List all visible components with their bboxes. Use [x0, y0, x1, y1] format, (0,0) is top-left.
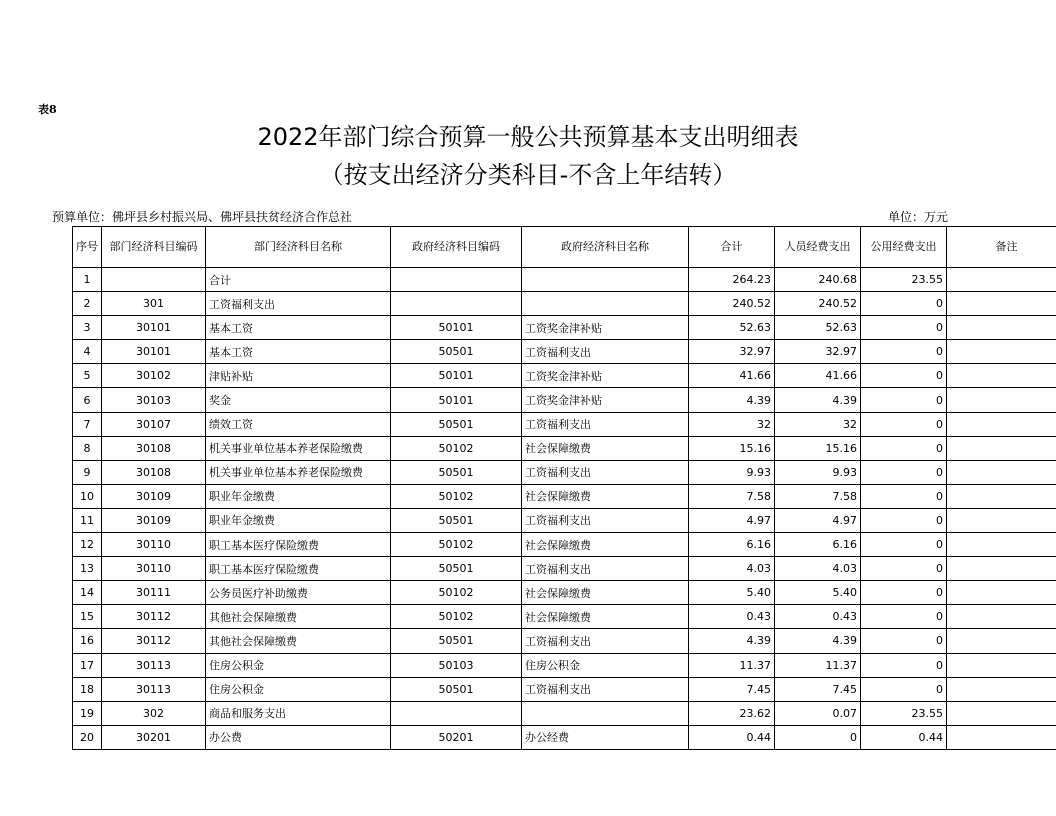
cell-gov-code: 50501: [391, 460, 522, 484]
col-header-total: 合计: [689, 227, 775, 268]
cell-dept-code: 30102: [102, 364, 206, 388]
cell-gov-name: 社会保障缴费: [522, 436, 689, 460]
cell-dept-code: 30113: [102, 653, 206, 677]
cell-gov-code: 50501: [391, 629, 522, 653]
cell-personnel: 9.93: [775, 460, 861, 484]
cell-public: 0: [861, 340, 947, 364]
cell-personnel: 11.37: [775, 653, 861, 677]
cell-gov-name: 工资福利支出: [522, 557, 689, 581]
cell-personnel: 32: [775, 412, 861, 436]
cell-note: [947, 725, 1056, 749]
cell-personnel: 240.68: [775, 268, 861, 292]
cell-total: 0.43: [689, 605, 775, 629]
cell-personnel: 4.39: [775, 388, 861, 412]
cell-personnel: 7.45: [775, 677, 861, 701]
cell-dept-name: 奖金: [206, 388, 391, 412]
table-row: [73, 268, 1056, 292]
cell-dept-code: 30108: [102, 460, 206, 484]
cell-public: 0: [861, 677, 947, 701]
cell-dept-name: 其他社会保障缴费: [206, 629, 391, 653]
cell-gov-name: [522, 292, 689, 316]
cell-gov-name: 工资福利支出: [522, 677, 689, 701]
cell-dept-code: 30110: [102, 557, 206, 581]
cell-dept-name: 机关事业单位基本养老保险缴费: [206, 460, 391, 484]
cell-dept-code: 30112: [102, 605, 206, 629]
cell-dept-name: 职业年金缴费: [206, 484, 391, 508]
page-title: 2022年部门综合预算一般公共预算基本支出明细表: [257, 123, 799, 151]
cell-total: 9.93: [689, 460, 775, 484]
cell-total: 15.16: [689, 436, 775, 460]
col-header-dept-code: 部门经济科目编码: [102, 227, 206, 268]
cell-public: 0: [861, 412, 947, 436]
cell-note: [947, 484, 1056, 508]
cell-note: [947, 629, 1056, 653]
cell-seq: 2: [73, 292, 102, 316]
table-row: [73, 605, 1056, 629]
table-row: [73, 725, 1056, 749]
cell-note: [947, 460, 1056, 484]
cell-public: 23.55: [861, 268, 947, 292]
cell-gov-code: [391, 701, 522, 725]
cell-dept-name: 职工基本医疗保险缴费: [206, 557, 391, 581]
cell-total: 0.44: [689, 725, 775, 749]
cell-dept-code: 301: [102, 292, 206, 316]
table-row: [73, 316, 1056, 340]
table-row: [73, 701, 1056, 725]
cell-public: 0: [861, 508, 947, 532]
cell-seq: 20: [73, 725, 102, 749]
page-subtitle: （按支出经济分类科目-不含上年结转）: [319, 161, 737, 189]
table-row: [73, 677, 1056, 701]
cell-gov-name: 工资福利支出: [522, 340, 689, 364]
cell-total: 4.97: [689, 508, 775, 532]
cell-public: 23.55: [861, 701, 947, 725]
cell-note: [947, 316, 1056, 340]
cell-personnel: 41.66: [775, 364, 861, 388]
cell-personnel: 52.63: [775, 316, 861, 340]
cell-dept-name: 绩效工资: [206, 412, 391, 436]
cell-dept-code: 30108: [102, 436, 206, 460]
cell-gov-name: 工资福利支出: [522, 460, 689, 484]
col-header-note: 备注: [947, 227, 1056, 268]
cell-gov-name: 工资奖金津补贴: [522, 316, 689, 340]
cell-total: 7.45: [689, 677, 775, 701]
cell-dept-name: 职业年金缴费: [206, 508, 391, 532]
cell-gov-code: 50102: [391, 533, 522, 557]
cell-dept-name: 商品和服务支出: [206, 701, 391, 725]
table-row: [73, 629, 1056, 653]
cell-gov-name: 工资福利支出: [522, 508, 689, 532]
cell-dept-name: 住房公积金: [206, 653, 391, 677]
cell-gov-code: 50101: [391, 316, 522, 340]
cell-dept-name: 职工基本医疗保险缴费: [206, 533, 391, 557]
cell-note: [947, 412, 1056, 436]
cell-total: 4.03: [689, 557, 775, 581]
cell-personnel: 0: [775, 725, 861, 749]
col-header-gov-name: 政府经济科目名称: [522, 227, 689, 268]
cell-gov-code: 50102: [391, 484, 522, 508]
cell-personnel: 5.40: [775, 581, 861, 605]
cell-personnel: 4.39: [775, 629, 861, 653]
cell-gov-name: 社会保障缴费: [522, 581, 689, 605]
cell-gov-name: 社会保障缴费: [522, 605, 689, 629]
cell-dept-code: 30107: [102, 412, 206, 436]
table-row: [73, 388, 1056, 412]
cell-total: 264.23: [689, 268, 775, 292]
cell-dept-code: 30109: [102, 508, 206, 532]
cell-note: [947, 605, 1056, 629]
cell-note: [947, 508, 1056, 532]
cell-gov-name: 工资奖金津补贴: [522, 364, 689, 388]
cell-note: [947, 364, 1056, 388]
cell-dept-name: 基本工资: [206, 316, 391, 340]
cell-gov-code: 50501: [391, 508, 522, 532]
col-header-public: 公用经费支出: [861, 227, 947, 268]
cell-gov-name: 办公经费: [522, 725, 689, 749]
cell-personnel: 0.07: [775, 701, 861, 725]
cell-gov-code: 50201: [391, 725, 522, 749]
cell-personnel: 32.97: [775, 340, 861, 364]
cell-personnel: 240.52: [775, 292, 861, 316]
cell-seq: 10: [73, 484, 102, 508]
cell-public: 0: [861, 629, 947, 653]
cell-public: 0: [861, 557, 947, 581]
cell-total: 5.40: [689, 581, 775, 605]
cell-total: 4.39: [689, 629, 775, 653]
cell-note: [947, 533, 1056, 557]
cell-personnel: 7.58: [775, 484, 861, 508]
cell-personnel: 4.03: [775, 557, 861, 581]
cell-dept-name: 基本工资: [206, 340, 391, 364]
cell-public: 0: [861, 605, 947, 629]
cell-public: 0.44: [861, 725, 947, 749]
cell-public: 0: [861, 388, 947, 412]
cell-seq: 3: [73, 316, 102, 340]
cell-seq: 1: [73, 268, 102, 292]
cell-gov-code: 50501: [391, 557, 522, 581]
cell-total: 23.62: [689, 701, 775, 725]
cell-personnel: 0.43: [775, 605, 861, 629]
cell-seq: 12: [73, 533, 102, 557]
cell-total: 41.66: [689, 364, 775, 388]
table-row: [73, 364, 1056, 388]
cell-dept-code: 30201: [102, 725, 206, 749]
cell-note: [947, 581, 1056, 605]
cell-gov-name: [522, 268, 689, 292]
cell-total: 7.58: [689, 484, 775, 508]
cell-gov-name: 工资奖金津补贴: [522, 388, 689, 412]
cell-gov-code: 50101: [391, 388, 522, 412]
cell-gov-code: 50101: [391, 364, 522, 388]
cell-seq: 8: [73, 436, 102, 460]
cell-dept-code: [102, 268, 206, 292]
cell-dept-code: 30103: [102, 388, 206, 412]
col-header-seq: 序号: [73, 227, 102, 268]
table-body: [73, 268, 1056, 750]
cell-gov-code: 50501: [391, 340, 522, 364]
cell-public: 0: [861, 292, 947, 316]
cell-gov-name: 社会保障缴费: [522, 533, 689, 557]
table-row: [73, 484, 1056, 508]
cell-total: 6.16: [689, 533, 775, 557]
cell-dept-code: 30109: [102, 484, 206, 508]
cell-seq: 11: [73, 508, 102, 532]
cell-dept-code: 30112: [102, 629, 206, 653]
cell-seq: 15: [73, 605, 102, 629]
cell-public: 0: [861, 316, 947, 340]
cell-dept-code: 30113: [102, 677, 206, 701]
cell-gov-name: 工资福利支出: [522, 412, 689, 436]
cell-gov-name: 社会保障缴费: [522, 484, 689, 508]
cell-gov-code: 50501: [391, 677, 522, 701]
table-row: [73, 436, 1056, 460]
cell-seq: 17: [73, 653, 102, 677]
table-row: [73, 533, 1056, 557]
currency-unit: 单位：万元: [888, 210, 949, 224]
cell-seq: 6: [73, 388, 102, 412]
table-header-row: [73, 227, 1056, 268]
table-row: [73, 340, 1056, 364]
cell-gov-code: 50102: [391, 605, 522, 629]
cell-dept-name: 住房公积金: [206, 677, 391, 701]
cell-gov-code: 50501: [391, 412, 522, 436]
cell-dept-code: 30110: [102, 533, 206, 557]
cell-note: [947, 436, 1056, 460]
cell-personnel: 6.16: [775, 533, 861, 557]
cell-note: [947, 388, 1056, 412]
cell-dept-name: 工资福利支出: [206, 292, 391, 316]
cell-public: 0: [861, 533, 947, 557]
cell-note: [947, 677, 1056, 701]
cell-note: [947, 653, 1056, 677]
cell-total: 4.39: [689, 388, 775, 412]
cell-public: 0: [861, 653, 947, 677]
cell-dept-code: 302: [102, 701, 206, 725]
cell-seq: 4: [73, 340, 102, 364]
table-row: [73, 581, 1056, 605]
cell-gov-code: [391, 268, 522, 292]
cell-gov-code: 50103: [391, 653, 522, 677]
cell-dept-code: 30101: [102, 340, 206, 364]
cell-total: 52.63: [689, 316, 775, 340]
table-label: 表8: [38, 103, 57, 116]
cell-personnel: 15.16: [775, 436, 861, 460]
cell-note: [947, 268, 1056, 292]
cell-dept-code: 30101: [102, 316, 206, 340]
cell-dept-name: 合计: [206, 268, 391, 292]
cell-seq: 18: [73, 677, 102, 701]
cell-seq: 5: [73, 364, 102, 388]
cell-total: 11.37: [689, 653, 775, 677]
cell-seq: 19: [73, 701, 102, 725]
cell-dept-name: 其他社会保障缴费: [206, 605, 391, 629]
col-header-dept-name: 部门经济科目名称: [206, 227, 391, 268]
cell-gov-name: [522, 701, 689, 725]
cell-public: 0: [861, 581, 947, 605]
cell-seq: 14: [73, 581, 102, 605]
cell-total: 32.97: [689, 340, 775, 364]
cell-dept-name: 机关事业单位基本养老保险缴费: [206, 436, 391, 460]
cell-seq: 16: [73, 629, 102, 653]
cell-dept-name: 津贴补贴: [206, 364, 391, 388]
budget-unit: 预算单位：佛坪县乡村振兴局、佛坪县扶贫经济合作总社: [52, 210, 353, 224]
table-row: [73, 557, 1056, 581]
cell-seq: 9: [73, 460, 102, 484]
cell-personnel: 4.97: [775, 508, 861, 532]
cell-note: [947, 340, 1056, 364]
cell-seq: 13: [73, 557, 102, 581]
cell-dept-name: 公务员医疗补助缴费: [206, 581, 391, 605]
cell-gov-name: 工资福利支出: [522, 629, 689, 653]
table-row: [73, 653, 1056, 677]
cell-public: 0: [861, 460, 947, 484]
table-row: [73, 508, 1056, 532]
cell-total: 32: [689, 412, 775, 436]
cell-note: [947, 292, 1056, 316]
cell-note: [947, 557, 1056, 581]
cell-public: 0: [861, 436, 947, 460]
cell-gov-code: [391, 292, 522, 316]
cell-public: 0: [861, 364, 947, 388]
expenditure-table: [72, 226, 1056, 750]
cell-gov-code: 50102: [391, 581, 522, 605]
cell-gov-code: 50102: [391, 436, 522, 460]
col-header-personnel: 人员经费支出: [775, 227, 861, 268]
cell-dept-code: 30111: [102, 581, 206, 605]
cell-seq: 7: [73, 412, 102, 436]
table-row: [73, 460, 1056, 484]
cell-note: [947, 701, 1056, 725]
cell-public: 0: [861, 484, 947, 508]
cell-dept-name: 办公费: [206, 725, 391, 749]
col-header-gov-code: 政府经济科目编码: [391, 227, 522, 268]
table-row: [73, 292, 1056, 316]
cell-total: 240.52: [689, 292, 775, 316]
cell-gov-name: 住房公积金: [522, 653, 689, 677]
table-row: [73, 412, 1056, 436]
